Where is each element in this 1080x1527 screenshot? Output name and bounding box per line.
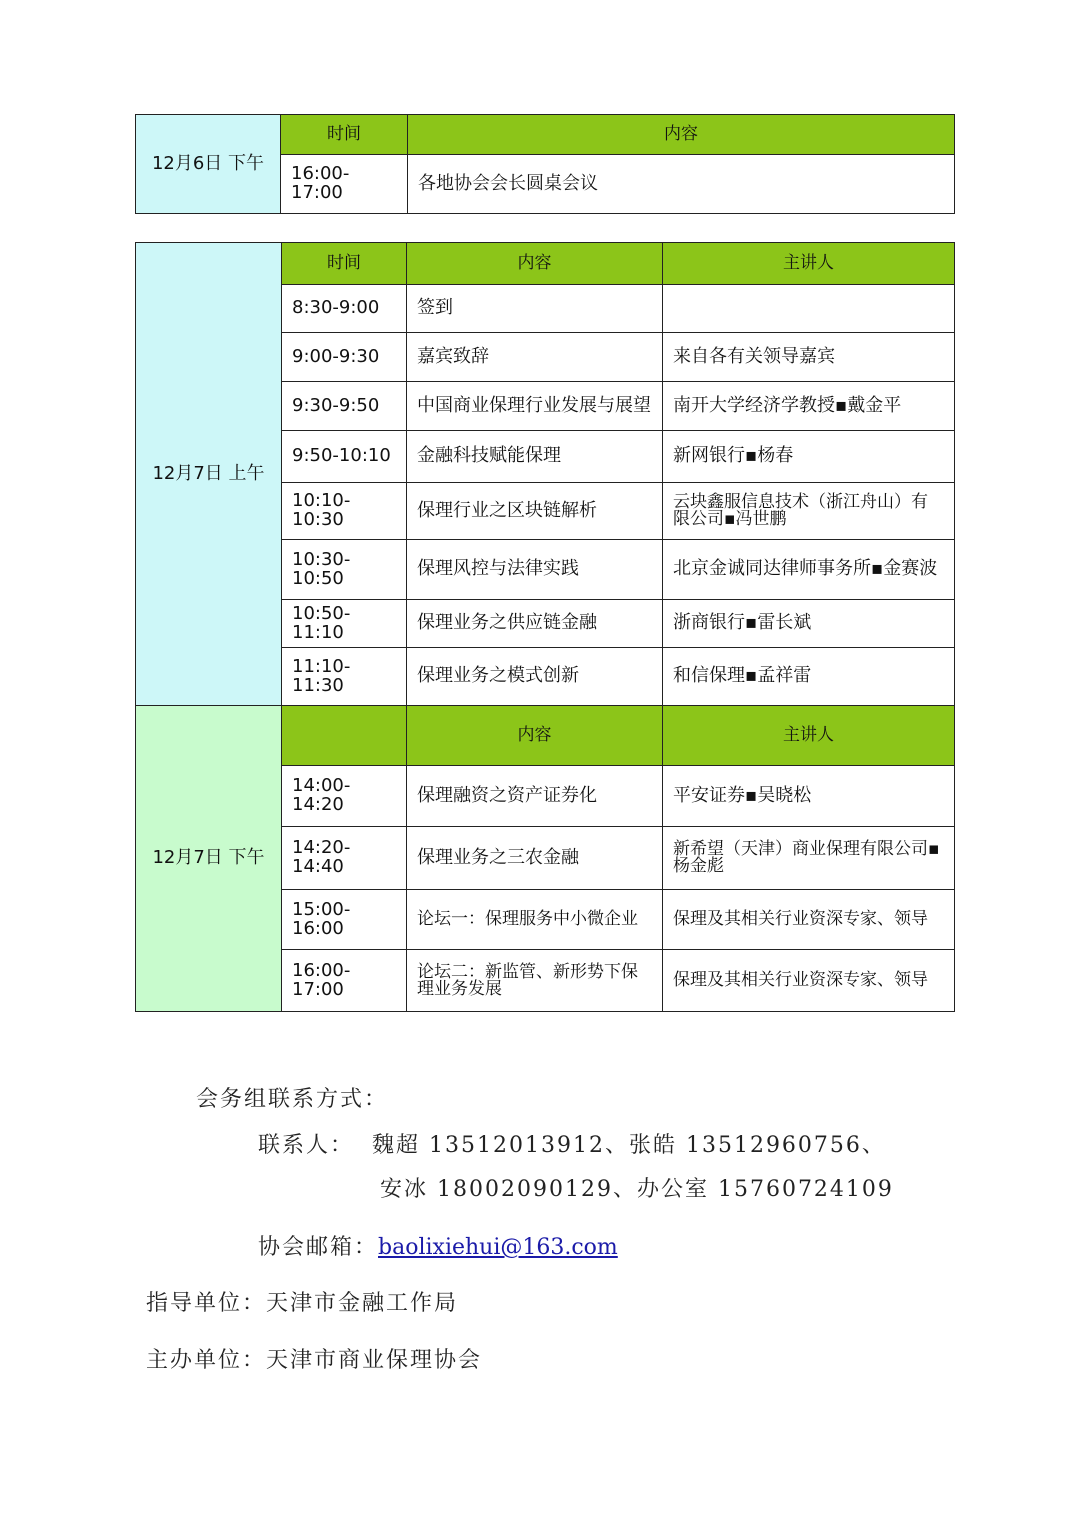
- header-time: 时间: [281, 115, 408, 155]
- content-cell: 各地协会会长圆桌会议: [408, 155, 955, 214]
- time-cell: 8:30-9:00: [282, 285, 407, 333]
- time-cell: 10:10-10:30: [282, 483, 407, 540]
- time-cell: 16:00-17:00: [281, 155, 408, 214]
- speaker-cell: 保理及其相关行业资深专家、领导: [663, 890, 955, 950]
- schedule-table-dec7: [135, 242, 955, 1012]
- guide-value: 天津市金融工作局: [266, 1291, 459, 1316]
- contact-heading: 会务组联系方式：: [196, 1087, 389, 1112]
- time-cell: 16:00-17:00: [282, 950, 407, 1012]
- content-cell: 保理风控与法律实践: [407, 540, 663, 600]
- speaker-cell: 北京金诚同达律师事务所▪金赛波: [663, 540, 955, 600]
- content-cell: 金融科技赋能保理: [407, 431, 663, 483]
- contact-person-line1: 魏超 13512013912、张皓 13512960756、: [372, 1133, 886, 1158]
- content-cell: 保理行业之区块链解析: [407, 483, 663, 540]
- header-speaker: 主讲人: [663, 243, 955, 285]
- content-cell: 保理业务之供应链金融: [407, 600, 663, 648]
- speaker-cell: 南开大学经济学教授▪戴金平: [663, 382, 955, 431]
- email-row: [258, 1230, 618, 1261]
- day-cell: 12月6日 下午: [136, 115, 281, 214]
- email-label: 协会邮箱：: [258, 1235, 379, 1260]
- time-cell: 10:50-11:10: [282, 600, 407, 648]
- speaker-cell: [663, 285, 955, 333]
- time-cell: 9:50-10:10: [282, 431, 407, 483]
- schedule-table-dec6: [135, 114, 955, 214]
- host-label: 主办单位：: [146, 1348, 267, 1373]
- speaker-cell: 和信保理▪孟祥雷: [663, 648, 955, 706]
- speaker-cell: 新希望（天津）商业保理有限公司▪杨金彪: [663, 827, 955, 890]
- content-cell: 保理业务之模式创新: [407, 648, 663, 706]
- time-cell: 14:00-14:20: [282, 766, 407, 827]
- header-time: 时间: [282, 243, 407, 285]
- content-cell: 签到: [407, 285, 663, 333]
- header-content: 内容: [407, 243, 663, 285]
- time-cell: 10:30-10:50: [282, 540, 407, 600]
- time-cell: 9:00-9:30: [282, 333, 407, 382]
- time-cell: 15:00-16:00: [282, 890, 407, 950]
- content-cell: 论坛二：新监管、新形势下保理业务发展: [407, 950, 663, 1012]
- speaker-cell: 新网银行▪杨春: [663, 431, 955, 483]
- content-cell: 保理业务之三农金融: [407, 827, 663, 890]
- header-content: 内容: [408, 115, 955, 155]
- guide-label: 指导单位：: [146, 1291, 267, 1316]
- speaker-cell: 浙商银行▪雷长斌: [663, 600, 955, 648]
- guide-row: [146, 1286, 458, 1317]
- header-time: [282, 706, 407, 766]
- speaker-cell: 保理及其相关行业资深专家、领导: [663, 950, 955, 1012]
- content-cell: 中国商业保理行业发展与展望: [407, 382, 663, 431]
- host-row: [146, 1343, 482, 1374]
- content-cell: 论坛一：保理服务中小微企业: [407, 890, 663, 950]
- time-cell: 14:20-14:40: [282, 827, 407, 890]
- day-cell: 12月7日 下午: [136, 706, 282, 1012]
- speaker-cell: 平安证券▪吴晓松: [663, 766, 955, 827]
- email-link[interactable]: baolixiehui@163.com: [378, 1235, 618, 1260]
- header-content: 内容: [407, 706, 663, 766]
- header-speaker: 主讲人: [663, 706, 955, 766]
- speaker-cell: 云块鑫服信息技术（浙江舟山）有限公司▪冯世鹏: [663, 483, 955, 540]
- time-cell: 9:30-9:50: [282, 382, 407, 431]
- speaker-cell: 来自各有关领导嘉宾: [663, 333, 955, 382]
- content-cell: 嘉宾致辞: [407, 333, 663, 382]
- time-cell: 11:10-11:30: [282, 648, 407, 706]
- content-cell: 保理融资之资产证券化: [407, 766, 663, 827]
- host-value: 天津市商业保理协会: [266, 1348, 483, 1373]
- contact-person-label: 联系人：: [258, 1133, 355, 1158]
- contact-person-line2: 安冰 18002090129、办公室 15760724109: [380, 1177, 894, 1202]
- day-cell: 12月7日 上午: [136, 243, 282, 706]
